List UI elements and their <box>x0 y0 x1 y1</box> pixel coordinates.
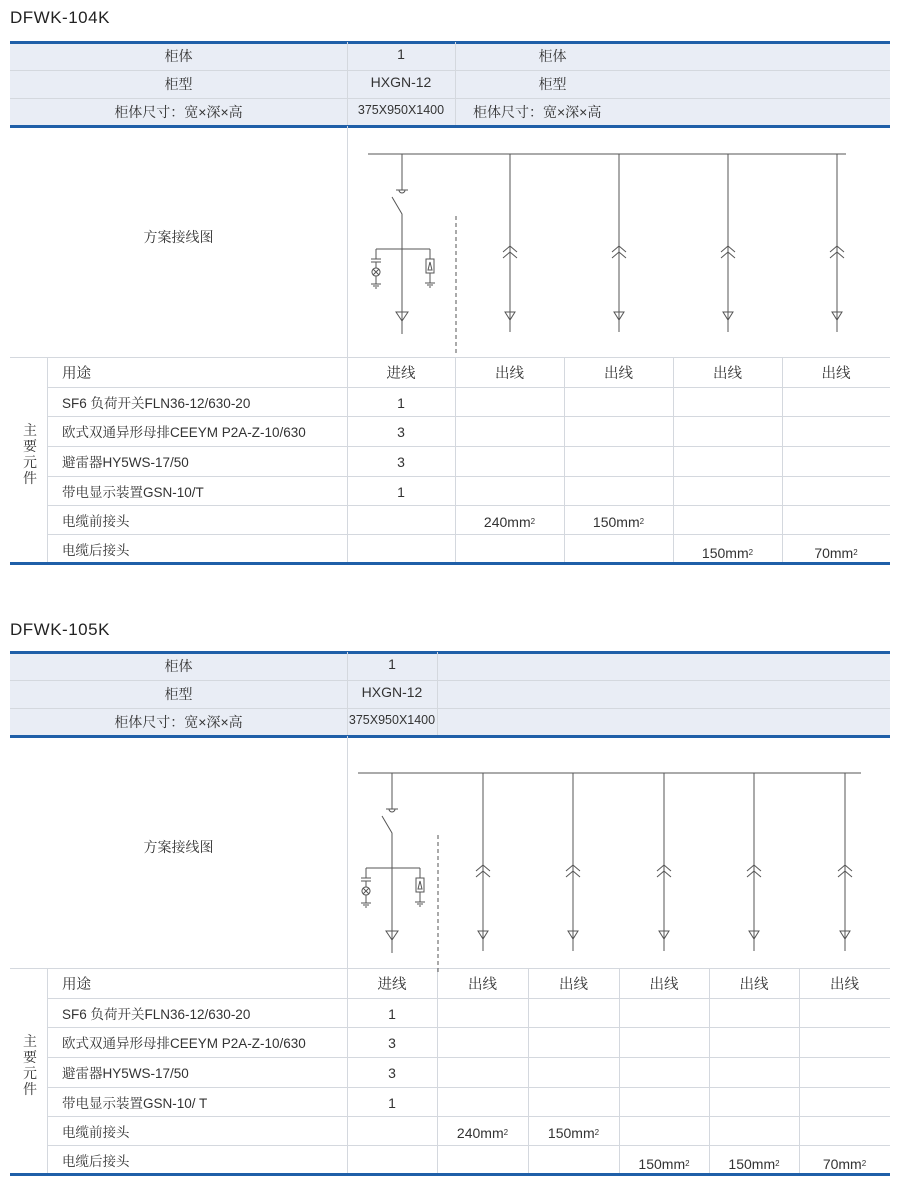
column-header: 出线 <box>830 976 859 993</box>
col-divider <box>347 968 348 1174</box>
component-name: 电缆后接头 <box>62 542 130 558</box>
superscript: 2 <box>685 1159 690 1168</box>
plug-in-connector-icon <box>612 246 626 258</box>
value-text: 3 <box>397 424 405 440</box>
component-name: 电缆前接头 <box>62 513 130 529</box>
component-name: SF6 负荷开关FLN36-12/630-20 <box>62 1006 251 1022</box>
cable-termination-icon <box>396 312 408 321</box>
col-divider <box>437 968 438 1174</box>
col-divider <box>528 968 529 1174</box>
col-divider <box>347 357 348 563</box>
cable-size-value <box>528 1118 619 1147</box>
main-components-label <box>22 422 38 486</box>
column-header: 出线 <box>739 976 769 993</box>
superscript: 2 <box>530 517 536 526</box>
value-text: 150mm <box>638 1155 686 1172</box>
col-divider <box>673 357 674 563</box>
earthing-switch-icon <box>386 809 398 812</box>
quantity-value <box>347 1028 437 1058</box>
col-divider <box>564 357 565 563</box>
cable-termination-icon <box>723 312 733 320</box>
load-switch-icon <box>382 816 392 953</box>
header-label: 柜型 <box>164 76 193 92</box>
quantity-value <box>347 447 455 477</box>
plug-in-connector-icon <box>503 246 517 258</box>
table-bottom-rule <box>10 562 890 565</box>
component-name: 避雷器HY5WS-17/50 <box>62 1066 189 1081</box>
label-char: 元 <box>23 1065 37 1081</box>
quantity-value <box>347 388 455 417</box>
header-label: 柜体 <box>164 48 193 64</box>
value-text: 3 <box>388 1065 396 1081</box>
quantity-value <box>347 1088 437 1117</box>
col-divider <box>799 968 800 1174</box>
plug-in-connector-icon <box>657 865 671 877</box>
table-bottom-rule <box>10 1173 890 1176</box>
live-indicator-icon <box>371 268 381 288</box>
quantity-value <box>347 1058 437 1088</box>
label-char: 要 <box>23 438 37 454</box>
header-label-2: 柜体尺寸：宽×深×高 <box>473 104 602 120</box>
value-text: 70mm <box>814 544 854 561</box>
cable-size-value <box>437 1118 528 1147</box>
col-divider <box>347 736 348 968</box>
cable-termination-icon <box>832 312 842 320</box>
value-text: 1 <box>388 1094 396 1111</box>
component-name: 电缆后接头 <box>62 1153 130 1169</box>
cable-termination-icon <box>505 312 515 320</box>
value-text: 3 <box>397 454 405 470</box>
component-name: 欧式双通异形母排CEEYM P2A-Z-10/630 <box>62 425 306 440</box>
column-header: 出线 <box>821 365 851 382</box>
superscript: 2 <box>594 1128 600 1137</box>
single-line-diagram <box>358 773 861 973</box>
column-header: 出线 <box>495 365 524 382</box>
header-label: 柜体 <box>164 658 193 674</box>
header-label: 柜体尺寸：宽×深×高 <box>114 714 243 730</box>
col-divider <box>347 42 348 126</box>
cable-termination-icon <box>659 931 669 939</box>
single-line-diagram <box>368 154 846 354</box>
cable-size-value <box>564 507 673 536</box>
capacitor-icon <box>361 868 371 887</box>
component-name: 电缆前接头 <box>62 1124 130 1140</box>
label-char: 主 <box>23 422 37 438</box>
scheme-title: DFWK-104K <box>10 8 110 27</box>
label-char: 元 <box>23 454 37 470</box>
col-divider <box>455 357 456 563</box>
superscript: 2 <box>748 548 754 557</box>
value-text: 150mm <box>592 513 640 530</box>
label-char: 件 <box>23 1081 37 1097</box>
col-divider <box>619 968 620 1174</box>
header-label-2: 柜型 <box>538 76 567 92</box>
value-text: 70mm <box>822 1155 862 1172</box>
value-text: 1 <box>397 483 405 500</box>
col-divider <box>437 652 438 736</box>
col-divider <box>709 968 710 1174</box>
value-text: 240mm <box>456 1124 504 1141</box>
header-label: 柜型 <box>164 686 193 702</box>
quantity-value <box>347 999 437 1028</box>
header-value: HXGN-12 <box>361 684 423 700</box>
scheme-title: DFWK-105K <box>10 620 110 639</box>
header-label-2: 柜体 <box>538 48 567 64</box>
label-char: 主 <box>23 1033 37 1049</box>
value-text: 150mm <box>728 1155 776 1172</box>
live-indicator-icon <box>361 887 371 907</box>
component-name: 避雷器HY5WS-17/50 <box>62 455 189 470</box>
load-switch-icon <box>392 197 402 334</box>
plug-in-connector-icon <box>721 246 735 258</box>
column-header: 出线 <box>604 365 633 382</box>
header-value: 1 <box>397 46 405 62</box>
column-header: 出线 <box>468 976 497 993</box>
plug-in-connector-icon <box>476 865 490 877</box>
value-text: 240mm <box>483 513 531 530</box>
col-divider <box>782 357 783 563</box>
cable-termination-icon <box>614 312 624 320</box>
cable-size-value <box>455 507 564 536</box>
col-divider <box>347 126 348 357</box>
superscript: 2 <box>853 548 858 557</box>
plug-in-connector-icon <box>747 865 761 877</box>
header-label: 柜体尺寸：宽×深×高 <box>114 104 243 120</box>
main-components-label <box>22 1033 38 1097</box>
component-name: 带电显示装置GSN-10/T <box>62 484 204 500</box>
quantity-value <box>347 417 455 447</box>
column-header-usage: 用途 <box>62 976 91 993</box>
value-text: 1 <box>397 394 405 411</box>
col-divider <box>47 357 48 563</box>
value-text: 1 <box>388 1005 396 1022</box>
plug-in-connector-icon <box>566 865 580 877</box>
column-header: 进线 <box>386 365 416 382</box>
superscript: 2 <box>861 1159 867 1168</box>
cable-termination-icon <box>386 931 398 940</box>
label-char: 件 <box>23 470 37 486</box>
plug-in-connector-icon <box>830 246 844 258</box>
column-header: 进线 <box>377 976 407 993</box>
value-text: 3 <box>388 1035 396 1051</box>
value-text: 150mm <box>547 1124 595 1141</box>
superscript: 2 <box>775 1159 780 1168</box>
col-divider <box>455 42 456 126</box>
cable-termination-icon <box>749 931 759 939</box>
diagram-label: 方案接线图 <box>143 839 214 855</box>
surge-arrester-icon <box>425 249 435 287</box>
column-header: 出线 <box>649 976 679 993</box>
cable-termination-icon <box>840 931 850 939</box>
column-header: 出线 <box>713 365 742 382</box>
surge-arrester-icon <box>415 868 425 906</box>
column-header-usage: 用途 <box>62 365 91 382</box>
diagram-label: 方案接线图 <box>143 228 214 245</box>
header-value: 1 <box>388 656 396 672</box>
component-name: 欧式双通异形母排CEEYM P2A-Z-10/630 <box>62 1036 306 1051</box>
col-divider <box>347 652 348 736</box>
plug-in-connector-icon <box>838 865 852 877</box>
superscript: 2 <box>503 1128 509 1137</box>
header-value: 375X950X1400 <box>357 103 445 117</box>
component-name: 带电显示装置GSN-10/ T <box>62 1095 208 1111</box>
cable-termination-icon <box>478 931 488 939</box>
column-header: 出线 <box>559 976 588 993</box>
component-name: SF6 负荷开关FLN36-12/630-20 <box>62 395 251 411</box>
earthing-switch-icon <box>396 190 408 193</box>
capacitor-icon <box>371 249 381 268</box>
value-text: 150mm <box>701 544 749 561</box>
quantity-value <box>347 477 455 506</box>
header-value: 375X950X1400 <box>348 713 436 727</box>
label-char: 要 <box>23 1049 37 1065</box>
col-divider <box>47 968 48 1174</box>
superscript: 2 <box>639 517 645 526</box>
header-value: HXGN-12 <box>370 74 432 90</box>
cable-termination-icon <box>568 931 578 939</box>
